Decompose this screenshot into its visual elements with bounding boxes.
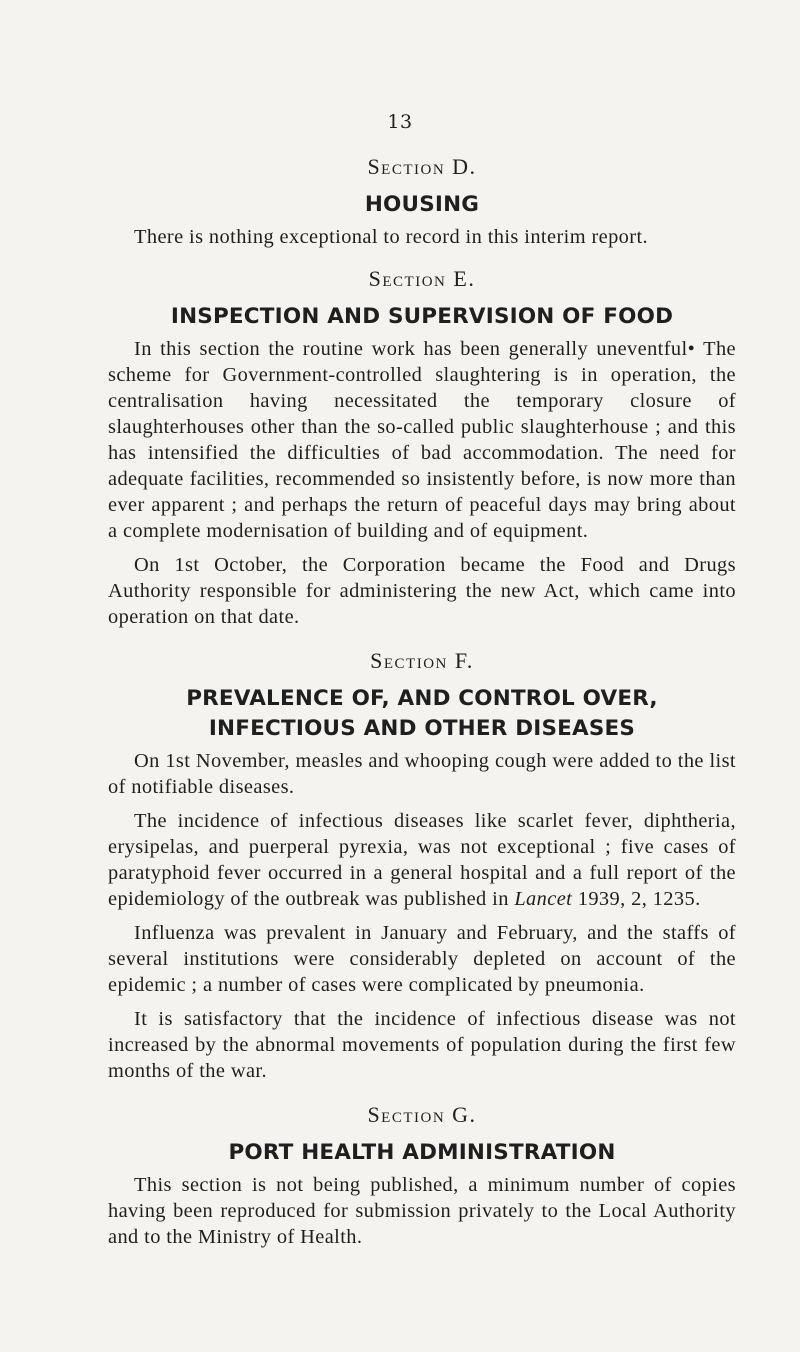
page-number: 13	[387, 111, 413, 133]
section-f-label: Section F.	[370, 648, 474, 673]
section-d-heading: HOUSING	[364, 192, 480, 217]
section-e-label: Section E.	[368, 266, 476, 291]
section-f-paragraph-2-text: The incidence of infectious diseases like scarlet fever, diphtheria, erysipelas, and puerperal pyrexia, was not exceptional ; five cases of paratyphoid fever occurred in a general hospital and a full report of the epidemiology of the outbreak was published in	[108, 810, 736, 910]
section-f-heading-line-2: INFECTIOUS AND OTHER DISEASES	[208, 716, 636, 741]
section-d-paragraph-1: There is nothing exceptional to record in this interim report.	[134, 226, 649, 248]
section-e-paragraph-2: On 1st October, the Corporation became the Food and Drugs Authority responsible for administering the new Act, which came into operation on that date.	[108, 554, 736, 628]
journal-title: Lancet	[514, 888, 573, 910]
section-f-paragraph-1: On 1st November, measles and whooping cough were added to the list of notifiable diseases.	[108, 750, 736, 798]
section-f-paragraph-4: It is satisfactory that the incidence of infectious disease was not increased by the abnormal movements of population during the first few months of the war.	[108, 1008, 736, 1082]
page-content	[108, 152, 736, 1250]
section-e	[108, 264, 736, 630]
section-g-heading: PORT HEALTH ADMINISTRATION	[228, 1140, 616, 1165]
section-d	[108, 152, 736, 250]
section-g-paragraph-1: This section is not being published, a minimum number of copies having been reproduced for submission privately to the Local Authority and to the Ministry of Health.	[108, 1174, 736, 1248]
section-f-paragraph-2	[108, 808, 736, 912]
section-e-heading: INSPECTION AND SUPERVISION OF FOOD	[170, 304, 674, 329]
journal-citation: 1939, 2, 1235.	[577, 888, 701, 910]
section-e-paragraph-1: In this section the routine work has been generally uneventful• The scheme for Government-controlled slaughtering is in operation, the centralisation having necessitated the temporary closure of slaughterhouses other than the so-called public slaughterhouse ; and this has intensified the difficulties of bad accommodation. The need for adequate facilities, recommended so insistently before, is now more than ever apparent ; and perhaps the return of peaceful days may bring about a complete modernisation of building and of equipment.	[108, 338, 736, 542]
section-g	[108, 1100, 736, 1250]
section-g-label: Section G.	[367, 1102, 477, 1127]
section-f-heading-line-1: PREVALENCE OF, AND CONTROL OVER,	[186, 686, 658, 711]
section-d-label: Section D.	[367, 154, 477, 179]
section-f-paragraph-3: Influenza was prevalent in January and February, and the staffs of several institutions were considerably depleted on account of the epidemic ; a number of cases were complicated by pneumonia.	[108, 922, 736, 996]
section-f	[108, 646, 736, 1084]
